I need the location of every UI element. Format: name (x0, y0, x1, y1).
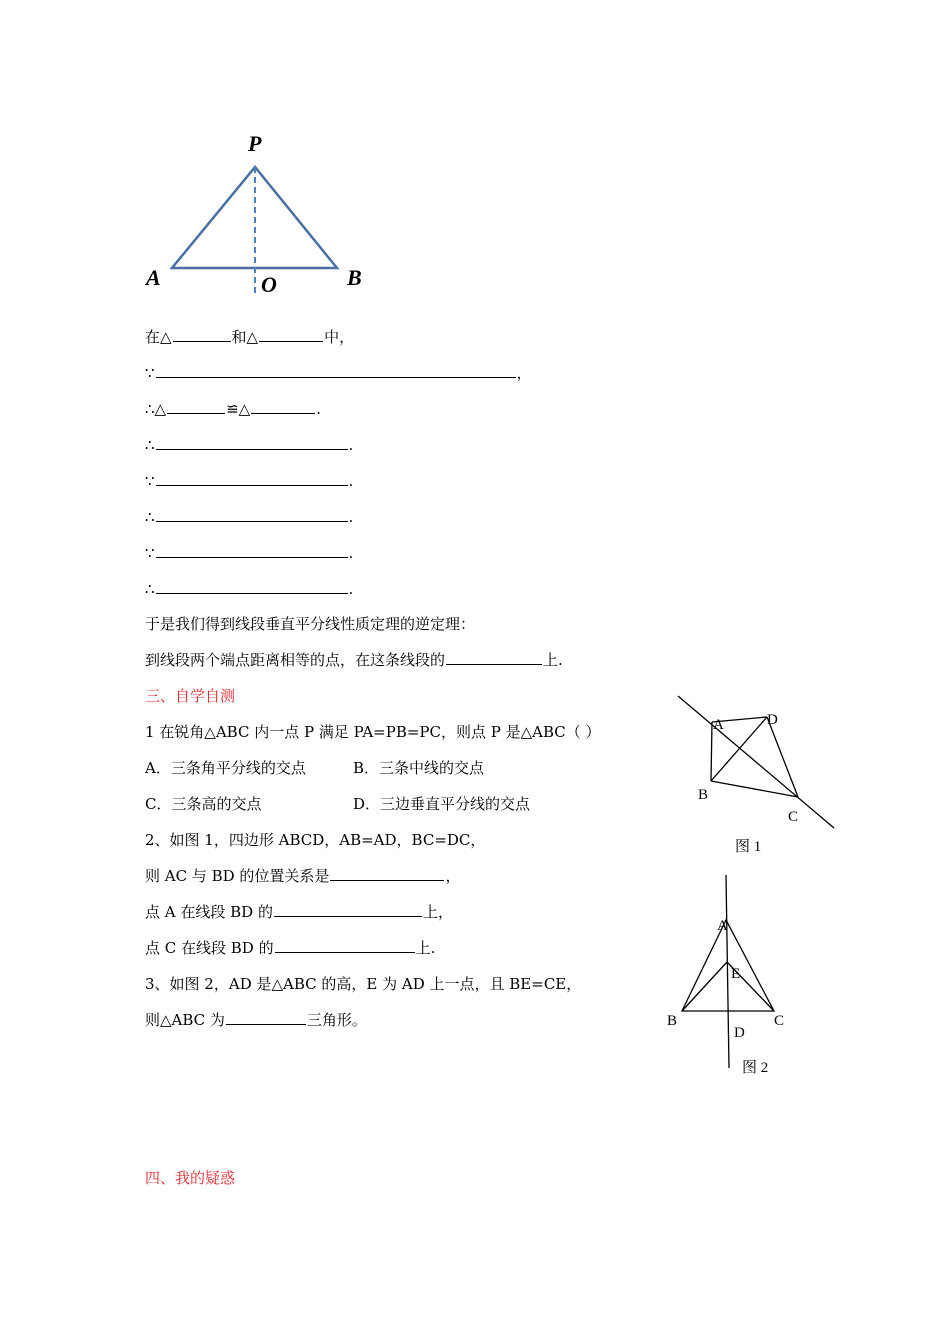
fig1-label-b: B (698, 787, 709, 803)
because-symbol: ∵ (145, 544, 155, 562)
proof-line-2 (145, 363, 532, 383)
proof-line-3 (145, 399, 321, 419)
q1-option-b: B．三条中线的交点 (353, 759, 485, 777)
theorem-text: 上. (543, 651, 563, 669)
question-text: 点 C 在线段 BD 的 (145, 939, 274, 957)
section-3-heading: 三、自学自测 (145, 687, 236, 705)
proof-text: 在△ (145, 328, 172, 346)
proof-text: . (348, 472, 354, 490)
q2-line-1 (145, 866, 460, 886)
fig2-label-a: A (717, 918, 728, 934)
proof-line-4 (145, 435, 353, 455)
segment-ab (711, 722, 712, 781)
fig2-label-d: D (734, 1025, 745, 1041)
question-text: 上， (422, 903, 453, 921)
q1-option-d: D．三边垂直平分线的交点 (353, 795, 531, 813)
proof-line-8 (145, 579, 353, 599)
conclusion-intro: 于是我们得到线段垂直平分线性质定理的逆定理： (145, 615, 476, 633)
proof-text: 和△ (231, 328, 259, 346)
blank-field[interactable] (156, 363, 516, 378)
label-o: O (261, 272, 277, 297)
q2-line-3 (145, 938, 435, 958)
fig2-label-b: B (667, 1013, 678, 1029)
q1-option-a: A．三条角平分线的交点 (145, 759, 306, 777)
proof-text: ≌△ (226, 400, 251, 418)
proof-text: . (348, 436, 354, 454)
label-b: B (347, 265, 362, 290)
question-text: 上. (415, 939, 436, 957)
question-text: 三角形。 (306, 1011, 367, 1029)
blank-field[interactable] (156, 435, 348, 450)
question-text: 则△ABC 为 (145, 1011, 225, 1029)
proof-text: . (316, 400, 321, 418)
because-symbol: ∵ (145, 364, 155, 382)
q3-stem: 3、如图 2，AD 是△ABC 的高，E 为 AD 上一点，且 BE=CE， (145, 975, 582, 993)
because-symbol: ∵ (145, 472, 155, 490)
proof-text: . (348, 580, 354, 598)
fig1-label-a: A (713, 717, 724, 733)
proof-text: ∴△ (145, 400, 167, 418)
line-ad (726, 875, 729, 1068)
figure-1-drawing (670, 690, 840, 835)
section-4-heading: 四、我的疑惑 (145, 1169, 236, 1187)
segment-be (682, 962, 727, 1011)
q1-stem: 1 在锐角△ABC 内一点 P 满足 PA=PB=PC，则点 P 是△ABC（ ） (145, 723, 601, 741)
fig1-caption: 图 1 (735, 839, 762, 855)
blank-field[interactable] (156, 507, 348, 522)
blank-field[interactable] (259, 327, 323, 342)
conclusion-theorem (145, 650, 563, 670)
theorem-text: 到线段两个端点距离相等的点，在这条线段的 (145, 651, 446, 669)
label-p: P (248, 131, 262, 156)
question-text: 点 A 在线段 BD 的 (145, 903, 273, 921)
proof-line-6 (145, 507, 353, 527)
fig1-label-c: C (788, 809, 799, 825)
blank-field[interactable] (156, 471, 348, 486)
fig2-caption: 图 2 (742, 1060, 769, 1076)
blank-field[interactable] (156, 543, 348, 558)
proof-text: ， (516, 364, 532, 382)
proof-line-1 (145, 327, 354, 347)
line-ac-extended (678, 696, 834, 828)
fig2-label-c: C (774, 1013, 785, 1029)
proof-line-7 (145, 543, 353, 563)
proof-text: . (348, 508, 354, 526)
blank-field[interactable] (226, 1010, 306, 1025)
blank-field[interactable] (251, 399, 315, 414)
blank-field[interactable] (275, 938, 415, 953)
therefore-symbol: ∴ (145, 508, 155, 526)
q2-stem: 2、如图 1，四边形 ABCD，AB=AD，BC=DC， (145, 831, 486, 849)
q2-line-2 (145, 902, 453, 922)
therefore-symbol: ∴ (145, 436, 155, 454)
fig2-label-e: E (731, 966, 741, 982)
question-text: ， (445, 867, 461, 885)
blank-field[interactable] (330, 866, 444, 881)
question-text: 则 AC 与 BD 的位置关系是 (145, 867, 330, 885)
fig1-label-d: D (767, 712, 778, 728)
blank-field[interactable] (167, 399, 225, 414)
therefore-symbol: ∴ (145, 580, 155, 598)
proof-text: 中， (324, 328, 355, 346)
q3-line-1 (145, 1010, 367, 1030)
q1-option-c: C．三条高的交点 (145, 795, 262, 813)
blank-field[interactable] (156, 579, 348, 594)
proof-line-5 (145, 471, 353, 491)
label-a: A (146, 265, 161, 290)
blank-field[interactable] (446, 650, 542, 665)
segment-bc (711, 781, 798, 797)
blank-field[interactable] (173, 327, 231, 342)
blank-field[interactable] (274, 902, 422, 917)
proof-text: . (348, 544, 354, 562)
